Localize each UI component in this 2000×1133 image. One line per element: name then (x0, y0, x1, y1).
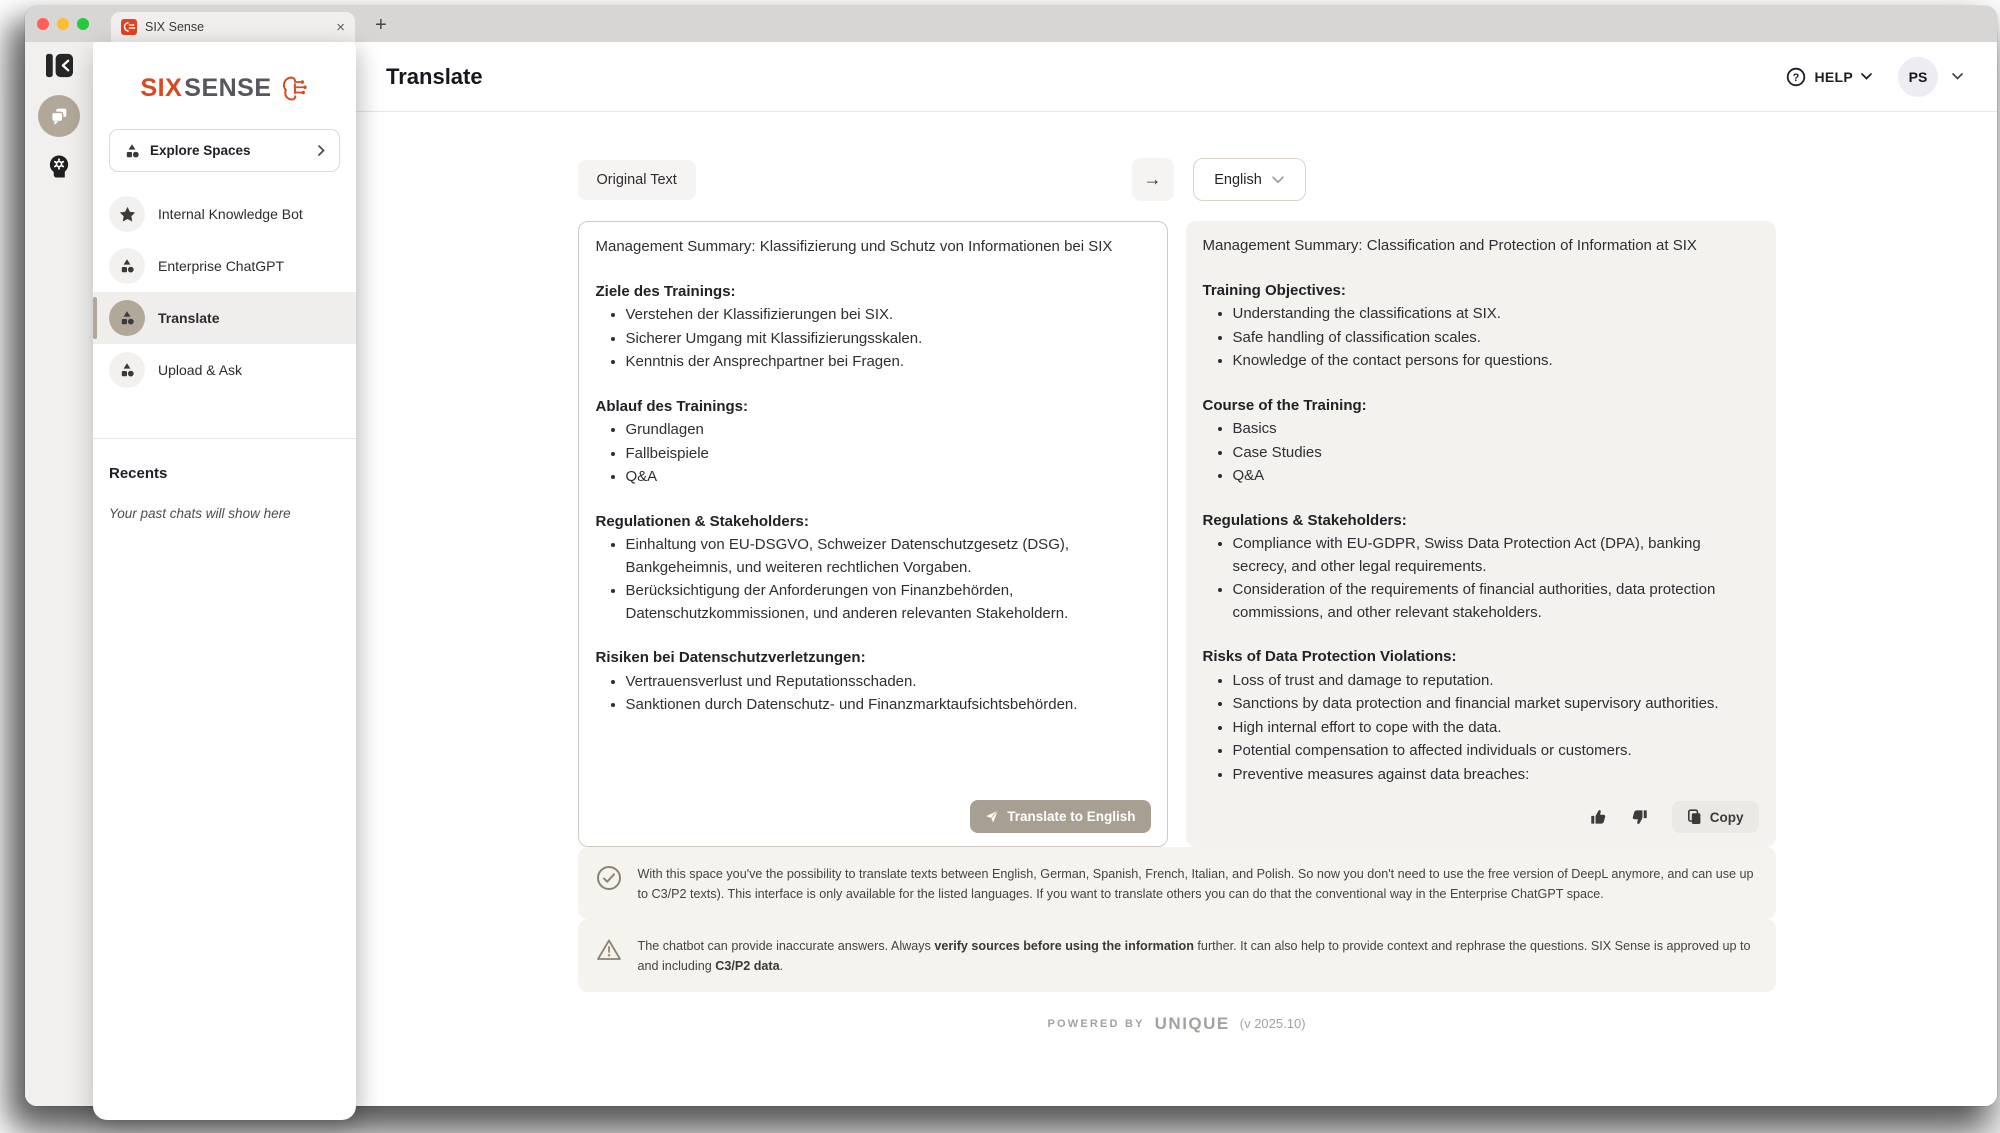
footer (578, 1014, 1776, 1034)
brand-sense: SENSE (184, 74, 272, 102)
tab-bar (25, 6, 1997, 42)
chevron-down-icon (1952, 73, 1963, 80)
close-window-button[interactable] (37, 18, 49, 30)
text-section (596, 396, 1150, 489)
copy-button[interactable] (1672, 801, 1759, 833)
bullet-item: • Compliance with EU-GDPR, Swiss Data Protection Act (DPA), banking secrecy, and other legal requirements. (1233, 533, 1759, 578)
active-accent-bar (93, 297, 97, 339)
thumbs-up-icon (1590, 809, 1606, 825)
version-label: (v 2025.10) (1239, 1016, 1306, 1032)
chevron-down-icon (1861, 73, 1872, 80)
section-heading: Regulationen & Stakeholders: (595, 512, 809, 530)
sidebar-item[interactable] (93, 188, 356, 240)
spaces-icon (124, 143, 140, 159)
section-bullets (596, 534, 1150, 625)
bullet-item: • Q&A (1233, 465, 1759, 488)
bullet-item: • Consideration of the requirements of financial authorities, data protection commissions, and other relevant stakeholders. (1233, 579, 1759, 624)
translate-button-label: Translate to English (1007, 809, 1136, 824)
feedback-row (1203, 787, 1759, 833)
sidebar-item-icon (109, 300, 145, 336)
spaces-icon (119, 362, 135, 378)
header-actions (1786, 57, 1963, 97)
notice-text-segment: The chatbot can provide inaccurate answers. Always (637, 939, 935, 954)
section-heading: Ablauf des Trainings: (595, 397, 749, 415)
source-panel[interactable] (578, 221, 1168, 847)
notice-text-bold: C3/P2 data (715, 959, 780, 974)
tab-favicon-brain-icon (121, 19, 137, 35)
bullet-item: • Einhaltung von EU-DSGVO, Schweizer Datenschutzgesetz (DSG), Bankgeheimnis, und weiteren rechtlichen Vorgaben. (626, 534, 1150, 579)
target-title: Management Summary: Classification and Protection of Information at SIX (1202, 237, 1697, 254)
notice-text-segment: With this space you've the possibility to translate texts between English, German, Spanish, French, Italian, and Polish. So now you don't need to use the free version of DeepL anymore, and can use up to C3/P2 texts). This interface is only available for the listed languages. If you want to translate others you can do that the conventional way in the Enterprise ChatGPT space. (637, 867, 1754, 902)
notice-text-segment: further. It can also help to provide context and rephrase the questions. SIX Sense is approved up to and including (637, 939, 1751, 974)
text-section (596, 647, 1150, 717)
recents-title: Recents (109, 465, 168, 482)
thumbs-up-button[interactable] (1588, 807, 1608, 827)
profile-settings-button[interactable] (47, 154, 72, 179)
help-question-icon (1786, 67, 1806, 87)
source-title: Management Summary: Klassifizierung und Schutz von Informationen bei SIX (595, 238, 1113, 255)
section-bullets (1203, 418, 1759, 488)
recents-empty-hint: Your past chats will show here (109, 506, 291, 521)
text-section (596, 281, 1150, 374)
bullet-item: • Verstehen der Klassifizierungen bei SIX. (626, 304, 1150, 327)
bullet-item: • Loss of trust and damage to reputation. (1233, 670, 1759, 693)
section-heading: Risks of Data Protection Violations: (1202, 648, 1457, 665)
explore-spaces-label: Explore Spaces (150, 143, 251, 158)
spaces-icon (119, 310, 135, 326)
text-section (1203, 510, 1759, 625)
sidebar-item-icon (109, 352, 145, 388)
notice (578, 847, 1776, 919)
source-sections (596, 281, 1150, 717)
section-bullets (1203, 533, 1759, 624)
section-bullets (596, 419, 1150, 489)
icon-rail (25, 42, 93, 1106)
check-circle-icon (596, 865, 622, 891)
bullet-item: • Kenntnis der Ansprechpartner bei Fragen. (626, 351, 1150, 374)
target-sections (1203, 258, 1759, 788)
explore-spaces-button[interactable] (109, 129, 340, 172)
sidebar-item-icon (109, 248, 145, 284)
account-menu[interactable] (1898, 57, 1963, 97)
sidebar-item-label: Translate (158, 310, 220, 326)
language-controls (578, 158, 1776, 201)
notice-text-segment: . (779, 959, 784, 974)
section-bullets (1203, 303, 1759, 373)
main-area (356, 42, 1997, 1106)
zoom-window-button[interactable] (77, 18, 89, 30)
collapse-sidebar-button[interactable] (45, 52, 74, 79)
target-panel (1186, 221, 1776, 847)
notice (578, 919, 1776, 991)
bullet-item: • Q&A (626, 466, 1150, 489)
thumbs-down-icon (1632, 809, 1648, 825)
bullet-item: • High internal effort to cope with the data. (1233, 717, 1759, 740)
bullet-item: • Understanding the classifications at SIX. (1233, 303, 1759, 326)
text-section (1203, 280, 1759, 373)
bullet-item: • Grundlagen (626, 419, 1150, 442)
chats-button[interactable] (38, 95, 80, 137)
bullet-item: • Sanktionen durch Datenschutz- und Finanzmarktaufsichtsbehörden. (626, 694, 1150, 717)
sidebar-item[interactable] (93, 292, 356, 344)
translate-workspace (578, 112, 1776, 1034)
browser-tab[interactable] (111, 12, 355, 42)
notice-text (638, 934, 1758, 976)
chevron-right-icon (318, 145, 325, 156)
notice-icon (596, 865, 622, 891)
bullet-item: • Fallbeispiele (626, 443, 1150, 466)
source-language-chip: Original Text (578, 160, 696, 200)
app-body (25, 42, 1997, 1106)
powered-by-label: POWERED BY (1047, 1017, 1145, 1030)
minimize-window-button[interactable] (57, 18, 69, 30)
bullet-item: • Sanctions by data protection and financial market supervisory authorities. (1233, 693, 1759, 716)
bullet-item: • Knowledge of the contact persons for questions. (1233, 350, 1759, 373)
sidebar-item-label: Upload & Ask (158, 362, 243, 378)
sidebar-nav (93, 188, 356, 396)
translate-button[interactable] (970, 800, 1150, 833)
section-heading: Course of the Training: (1202, 396, 1367, 414)
brand-six: SIX (140, 74, 183, 102)
send-icon (985, 810, 999, 824)
sidebar (93, 42, 356, 1120)
bullet-item: • Vertrauensverlust und Reputationsschaden. (626, 671, 1150, 694)
spaces-icon (119, 258, 135, 274)
section-bullets (596, 304, 1150, 374)
window-controls (37, 18, 89, 30)
bullet-item: • Preventive measures against data breaches: (1233, 764, 1759, 787)
collapse-sidebar-icon (45, 52, 74, 79)
notice-icon (596, 937, 622, 963)
chevron-down-icon (1272, 176, 1284, 184)
chat-bubbles-icon (48, 105, 70, 127)
text-section (596, 511, 1150, 626)
section-heading: Risiken bei Datenschutzverletzungen: (595, 649, 866, 666)
notices (578, 847, 1776, 992)
tab-close-icon[interactable]: × (336, 18, 345, 36)
notice-text-bold: verify sources before using the information (934, 939, 1194, 954)
section-bullets (596, 671, 1150, 717)
tab-title: SIX Sense (145, 20, 205, 34)
help-label: HELP (1814, 68, 1853, 85)
unique-wordmark: UNIQUE (1154, 1013, 1230, 1033)
bullet-item: • Basics (1233, 418, 1759, 441)
new-tab-button[interactable]: + (375, 14, 387, 36)
bullet-item: • Potential compensation to affected individuals or customers. (1233, 740, 1759, 763)
sidebar-item[interactable] (93, 240, 356, 292)
svg-text:?: ? (1793, 71, 1800, 84)
page-title: Translate (386, 63, 483, 89)
sidebar-item-label: Internal Knowledge Bot (158, 206, 303, 222)
direction-arrow-button: → (1132, 158, 1174, 201)
section-heading: Ziele des Trainings: (595, 282, 736, 300)
section-heading: Regulations & Stakeholders: (1202, 511, 1407, 529)
target-language-select[interactable] (1193, 158, 1306, 201)
warning-triangle-icon (596, 937, 622, 963)
sidebar-item-label: Enterprise ChatGPT (158, 258, 285, 274)
sidebar-item-icon (109, 196, 145, 232)
notice-text (638, 862, 1758, 904)
bullet-item: • Sicherer Umgang mit Klassifizierungsskalen. (626, 328, 1150, 351)
bullet-item: • Safe handling of classification scales. (1233, 327, 1759, 350)
sidebar-item[interactable] (93, 344, 356, 396)
text-section (1203, 395, 1759, 488)
head-gear-icon (47, 154, 72, 179)
app-window (25, 6, 1997, 1106)
page-header (356, 42, 1997, 112)
text-section (1203, 646, 1759, 786)
copy-button-label: Copy (1709, 809, 1744, 825)
help-button[interactable] (1786, 67, 1872, 87)
section-heading: Training Objectives: (1202, 281, 1346, 299)
thumbs-down-button[interactable] (1630, 807, 1650, 827)
star-icon (119, 206, 136, 223)
section-bullets (1203, 670, 1759, 787)
bullet-item: • Case Studies (1233, 442, 1759, 465)
avatar[interactable]: PS (1898, 57, 1938, 97)
bullet-item: • Berücksichtigung der Anforderungen von Finanzbehörden, Datenschutzkommissionen, und anderen relevanten Stakeholdern. (626, 580, 1150, 625)
copy-icon (1687, 809, 1702, 825)
brand-logo (93, 42, 356, 103)
sidebar-divider (93, 438, 356, 439)
brain-icon (279, 75, 309, 103)
translation-panels (578, 221, 1776, 847)
target-language-value: English (1214, 171, 1262, 188)
